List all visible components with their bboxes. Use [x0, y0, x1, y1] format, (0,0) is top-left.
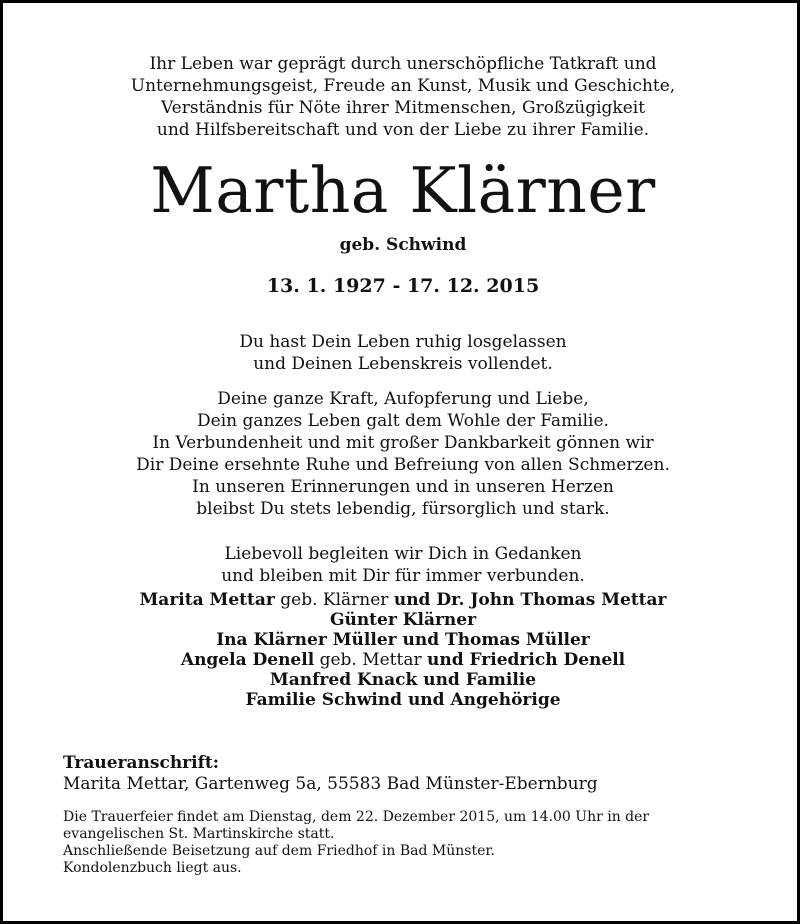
verse-line: Du hast Dein Leben ruhig losgelassen	[239, 332, 567, 352]
verse-line: Dein ganzes Leben galt dem Wohle der Familie.	[197, 411, 609, 431]
mourner-line: Ina Klärner Müller und Thomas Müller	[216, 630, 590, 650]
mourner-line: Familie Schwind und Angehörige	[245, 690, 561, 710]
intro-line: und Hilfsbereitschaft und von der Liebe zu ihrer Familie.	[156, 120, 650, 140]
closing-line: und bleiben mit Dir für immer verbunden.	[221, 566, 585, 586]
mourner-line	[3, 590, 800, 610]
funeral-line: Kondolenzbuch liegt aus.	[63, 860, 242, 876]
address-heading: Traueranschrift:	[63, 753, 220, 773]
intro-line: Verständnis für Nöte ihrer Mitmenschen, Großzügigkeit	[160, 98, 646, 118]
address-text: Marita Mettar, Gartenweg 5a, 55583 Bad Münster-Ebernburg	[63, 774, 598, 794]
funeral-line: Anschließende Beisetzung auf dem Friedhof in Bad Münster.	[63, 843, 495, 859]
mourning-address	[63, 753, 598, 795]
verse-second	[3, 388, 800, 520]
verse-line: und Deinen Lebenskreis vollendet.	[253, 354, 553, 374]
mourner-maiden: geb. Mettar	[314, 650, 428, 670]
mourner-line: Manfred Knack und Familie	[269, 670, 537, 690]
intro-line: Ihr Leben war geprägt durch unerschöpfliche Tatkraft und	[149, 54, 657, 74]
deceased-name: Martha Klärner	[150, 154, 656, 227]
verse-line: In unseren Erinnerungen und in unseren Herzen	[192, 477, 614, 497]
verse-line: Deine ganze Kraft, Aufopferung und Liebe,	[217, 389, 589, 409]
mourner-name: Marita Mettar	[139, 590, 275, 610]
verse-line: Dir Deine ersehnte Ruhe und Befreiung von allen Schmerzen.	[136, 455, 670, 475]
closing-words	[3, 543, 800, 587]
verse-first	[3, 331, 800, 375]
verse-line: bleibst Du stets lebendig, fürsorglich und stark.	[196, 499, 610, 519]
maiden-name: geb. Schwind	[339, 235, 467, 255]
funeral-details	[63, 809, 649, 877]
mourner-partner: und Friedrich Denell	[427, 650, 626, 670]
closing-line: Liebevoll begleiten wir Dich in Gedanken	[224, 544, 582, 564]
intro-line: Unternehmungsgeist, Freude an Kunst, Musik und Geschichte,	[130, 76, 676, 96]
funeral-line: Die Trauerfeier findet am Dienstag, dem 22. Dezember 2015, um 14.00 Uhr in der	[63, 809, 650, 825]
mourner-maiden: geb. Klärner	[274, 590, 394, 610]
verse-line: In Verbundenheit und mit großer Dankbarkeit gönnen wir	[152, 433, 654, 453]
mourner-name: Angela Denell	[180, 650, 315, 670]
intro-paragraph	[3, 53, 800, 141]
life-dates: 13. 1. 1927 - 17. 12. 2015	[266, 275, 540, 297]
mourner-line: Günter Klärner	[329, 610, 477, 630]
mourner-line	[3, 650, 800, 670]
mourner-partner: und Dr. John Thomas Mettar	[393, 590, 667, 610]
funeral-line: evangelischen St. Martinskirche statt.	[63, 826, 335, 842]
mourners-list	[3, 590, 800, 710]
